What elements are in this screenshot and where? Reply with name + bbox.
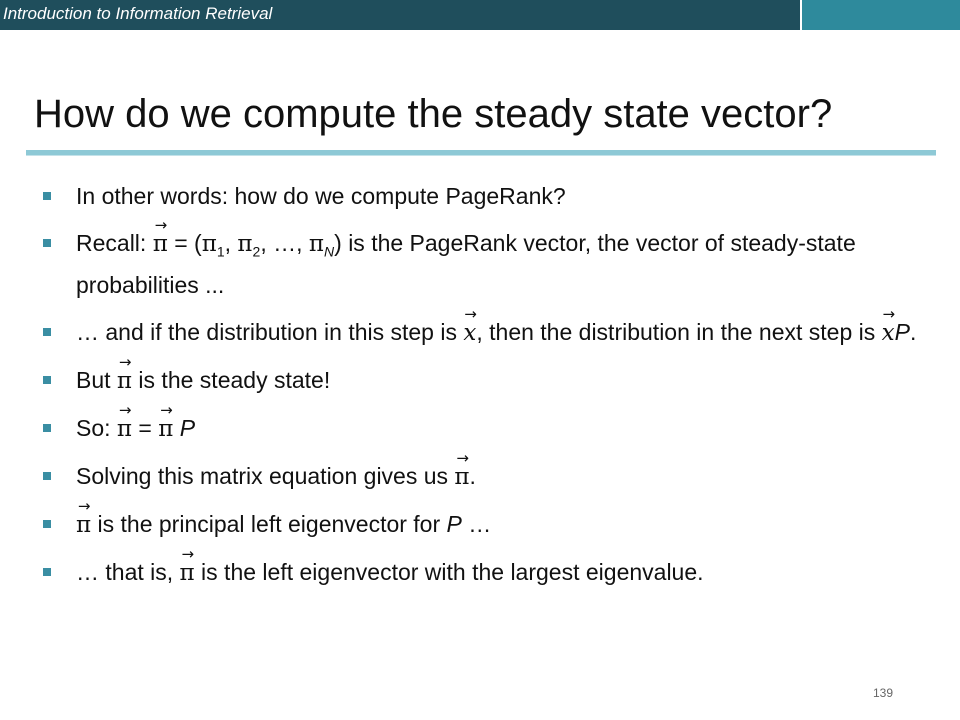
pi-vector-symbol: π → <box>153 228 168 261</box>
bullet-square-icon <box>43 328 51 336</box>
bullet-item-7: π → is the principal left eigenvector for P … <box>40 508 920 542</box>
slide-title: How do we compute the steady state vector? <box>34 92 833 136</box>
bullet-list <box>40 180 920 604</box>
title-divider-shadow <box>26 155 936 156</box>
header-bar-accent <box>802 0 960 30</box>
bullet-item-8: … that is, π → is the left eigenvector with the largest eigenvalue. <box>40 556 920 590</box>
pi-vector-symbol: π → <box>117 413 132 446</box>
pi-vector-symbol: π → <box>454 461 469 494</box>
course-title: Introduction to Information Retrieval <box>3 4 273 23</box>
bullet-square-icon <box>43 568 51 576</box>
bullet-square-icon <box>43 472 51 480</box>
bullet-square-icon <box>43 520 51 528</box>
bullet-square-icon <box>43 192 51 200</box>
page-number: 139 <box>873 686 894 700</box>
x-vector-symbol: x → <box>882 317 895 350</box>
x-vector-symbol: x → <box>463 317 476 350</box>
bullet-item-1: In other words: how do we compute PageRank? <box>40 180 920 213</box>
bullet-item-6: Solving this matrix equation gives us π →. <box>40 460 920 494</box>
bullet-square-icon <box>43 239 51 247</box>
bullet-square-icon <box>43 376 51 384</box>
bullet-item-3: … and if the distribution in this step is x →, then the distribution in the next step is x →P. <box>40 316 920 350</box>
pi-vector-symbol: π → <box>180 557 195 590</box>
pi-vector-symbol: π → <box>76 509 91 542</box>
pi-vector-symbol: π → <box>158 413 173 446</box>
bullet-square-icon <box>43 424 51 432</box>
bullet-item-4: But π → is the steady state! <box>40 364 920 398</box>
bullet-item-2: Recall: π → = ($\pi_1$, $\pi_2$, …, $\pi_N$) is the PageRank vector, the vector of steady-state probabilities ... <box>40 227 920 302</box>
pi-vector-symbol: π → <box>117 365 132 398</box>
bullet-item-5: So: π → = π → P <box>40 412 920 446</box>
header-bar <box>0 0 960 30</box>
